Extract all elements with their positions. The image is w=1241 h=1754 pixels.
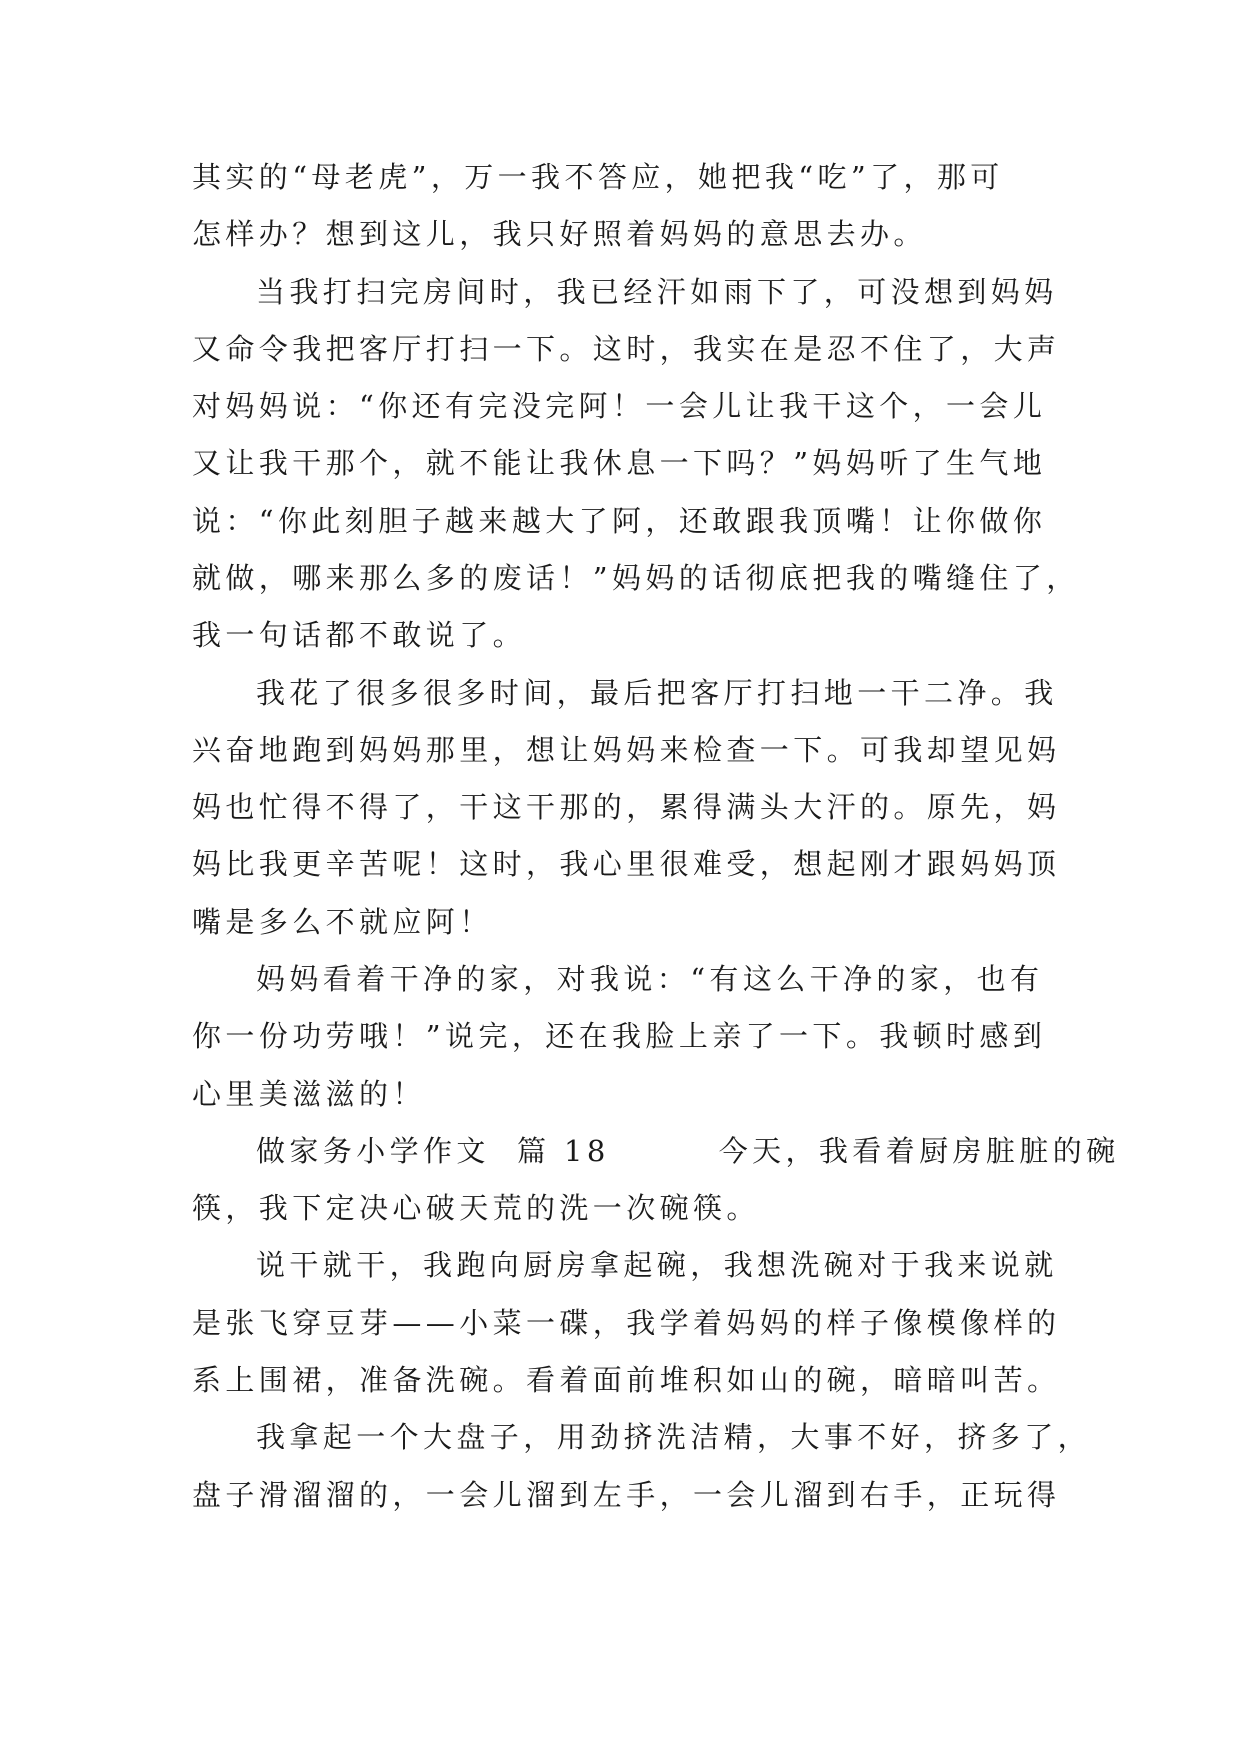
text-line: 怎样办？想到这儿，我只好照着妈妈的意思去办。 bbox=[192, 217, 927, 251]
text-line: 筷，我下定决心破天荒的洗一次碗筷。 bbox=[192, 1191, 760, 1225]
text-line: 是张飞穿豆芽——小菜一碟，我学着妈妈的样子像模像样的 bbox=[192, 1306, 1061, 1340]
text-line: 盘子滑溜溜的，一会儿溜到左手，一会儿溜到右手，正玩得 bbox=[192, 1478, 1061, 1512]
paragraph-start-line: 我花了很多很多时间，最后把客厅打扫地一干二净。我 bbox=[256, 676, 1058, 710]
text-line: 你一份功劳哦！”说完，还在我脸上亲了一下。我顿时感到 bbox=[192, 1019, 1047, 1053]
text-line: 系上围裙，准备洗碗。看着面前堆积如山的碗，暗暗叫苦。 bbox=[192, 1363, 1061, 1397]
text-line: 就做，哪来那么多的废话！”妈妈的话彻底把我的嘴缝住了， bbox=[192, 561, 1080, 595]
text-line: 对妈妈说：“你还有完没完阿！一会儿让我干这个，一会儿 bbox=[192, 389, 1047, 423]
text-line: 妈比我更辛苦呢！这时，我心里很难受，想起刚才跟妈妈顶 bbox=[192, 847, 1061, 881]
paragraph-start-line: 说干就干，我跑向厨房拿起碗，我想洗碗对于我来说就 bbox=[256, 1248, 1058, 1282]
text-line: 妈也忙得不得了，干这干那的，累得满头大汗的。原先，妈 bbox=[192, 790, 1061, 824]
text-line: 兴奋地跑到妈妈那里，想让妈妈来检查一下。可我却望见妈 bbox=[192, 733, 1061, 767]
section-heading-line: 做家务小学作文 篇 18 今天，我看着厨房脏脏的碗 bbox=[256, 1134, 1120, 1168]
text-line: 心里美滋滋的！ bbox=[192, 1077, 426, 1111]
paragraph-start-line: 妈妈看着干净的家，对我说：“有这么干净的家，也有 bbox=[256, 962, 1044, 996]
text-line: 嘴是多么不就应阿！ bbox=[192, 905, 493, 939]
text-line: 又让我干那个，就不能让我休息一下吗？”妈妈听了生气地 bbox=[192, 446, 1047, 480]
text-line: 我一句话都不敢说了。 bbox=[192, 618, 527, 652]
text-line: 其实的“母老虎”，万一我不答应，她把我“吃”了，那可 bbox=[192, 160, 1004, 194]
paragraph-start-line: 当我打扫完房间时，我已经汗如雨下了，可没想到妈妈 bbox=[256, 275, 1058, 309]
paragraph-start-line: 我拿起一个大盘子，用劲挤洗洁精，大事不好，挤多了， bbox=[256, 1420, 1092, 1454]
text-line: 又命令我把客厅打扫一下。这时，我实在是忍不住了，大声 bbox=[192, 332, 1061, 366]
text-line: 说：“你此刻胆子越来越大了阿，还敢跟我顶嘴！让你做你 bbox=[192, 504, 1047, 538]
